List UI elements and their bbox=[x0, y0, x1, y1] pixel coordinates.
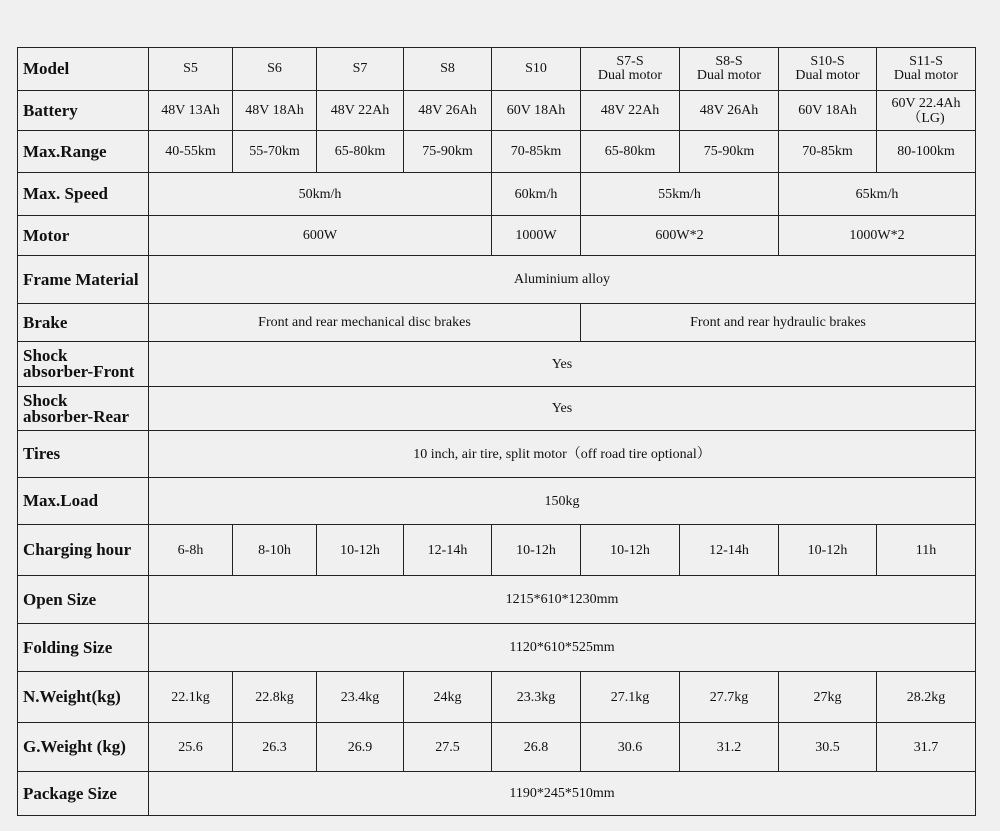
row-range bbox=[18, 131, 976, 173]
gweight-cell: 26.8 bbox=[492, 723, 581, 772]
battery-cell: 60V 18Ah bbox=[779, 91, 877, 131]
row-header-shock-front: Shock absorber-Front bbox=[18, 342, 149, 387]
range-cell: 55-70km bbox=[233, 131, 317, 173]
row-folding-size bbox=[18, 624, 976, 672]
shock-rear-cell: Yes bbox=[149, 387, 976, 431]
row-open-size bbox=[18, 576, 976, 624]
row-header-load: Max.Load bbox=[18, 478, 149, 525]
row-tires bbox=[18, 431, 976, 478]
range-cell: 65-80km bbox=[317, 131, 404, 173]
shock-front-cell: Yes bbox=[149, 342, 976, 387]
battery-cell: 48V 22Ah bbox=[581, 91, 680, 131]
gweight-cell: 26.3 bbox=[233, 723, 317, 772]
nweight-cell: 27.1kg bbox=[581, 672, 680, 723]
row-frame bbox=[18, 256, 976, 304]
row-header-frame: Frame Material bbox=[18, 256, 149, 304]
frame-cell: Aluminium alloy bbox=[149, 256, 976, 304]
motor-cell: 600W bbox=[149, 216, 492, 256]
row-nweight bbox=[18, 672, 976, 723]
range-cell: 75-90km bbox=[404, 131, 492, 173]
range-cell: 70-85km bbox=[779, 131, 877, 173]
model-header: S7 bbox=[317, 48, 404, 91]
model-header: S7-S Dual motor bbox=[581, 48, 680, 91]
battery-cell: 48V 26Ah bbox=[680, 91, 779, 131]
row-gweight bbox=[18, 723, 976, 772]
row-header-brake: Brake bbox=[18, 304, 149, 342]
model-header: S8 bbox=[404, 48, 492, 91]
row-charging bbox=[18, 525, 976, 576]
gweight-cell: 31.7 bbox=[877, 723, 976, 772]
model-header: S6 bbox=[233, 48, 317, 91]
brake-cell: Front and rear hydraulic brakes bbox=[581, 304, 976, 342]
motor-cell: 1000W*2 bbox=[779, 216, 976, 256]
range-cell: 65-80km bbox=[581, 131, 680, 173]
nweight-cell: 23.4kg bbox=[317, 672, 404, 723]
speed-cell: 65km/h bbox=[779, 173, 976, 216]
model-header: S5 bbox=[149, 48, 233, 91]
gweight-cell: 25.6 bbox=[149, 723, 233, 772]
charging-cell: 10-12h bbox=[317, 525, 404, 576]
charging-cell: 12-14h bbox=[680, 525, 779, 576]
motor-cell: 600W*2 bbox=[581, 216, 779, 256]
row-header-shock-rear: Shock absorber-Rear bbox=[18, 387, 149, 431]
row-motor bbox=[18, 216, 976, 256]
nweight-cell: 27kg bbox=[779, 672, 877, 723]
row-header-gweight: G.Weight (kg) bbox=[18, 723, 149, 772]
battery-cell: 60V 18Ah bbox=[492, 91, 581, 131]
row-package bbox=[18, 772, 976, 816]
nweight-cell: 28.2kg bbox=[877, 672, 976, 723]
charging-cell: 10-12h bbox=[492, 525, 581, 576]
row-header-battery: Battery bbox=[18, 91, 149, 131]
row-load bbox=[18, 478, 976, 525]
charging-cell: 12-14h bbox=[404, 525, 492, 576]
charging-cell: 10-12h bbox=[581, 525, 680, 576]
charging-cell: 10-12h bbox=[779, 525, 877, 576]
nweight-cell: 23.3kg bbox=[492, 672, 581, 723]
row-shock-rear bbox=[18, 387, 976, 431]
row-model bbox=[18, 48, 976, 91]
folding-size-cell: 1120*610*525mm bbox=[149, 624, 976, 672]
speed-cell: 60km/h bbox=[492, 173, 581, 216]
gweight-cell: 31.2 bbox=[680, 723, 779, 772]
battery-cell: 60V 22.4Ah （LG) bbox=[877, 91, 976, 131]
row-header-folding-size: Folding Size bbox=[18, 624, 149, 672]
row-header-speed: Max. Speed bbox=[18, 173, 149, 216]
nweight-cell: 24kg bbox=[404, 672, 492, 723]
row-shock-front bbox=[18, 342, 976, 387]
nweight-cell: 27.7kg bbox=[680, 672, 779, 723]
tires-cell: 10 inch, air tire, split motor（off road tire optional） bbox=[149, 431, 976, 478]
row-header-motor: Motor bbox=[18, 216, 149, 256]
brake-cell: Front and rear mechanical disc brakes bbox=[149, 304, 581, 342]
gweight-cell: 26.9 bbox=[317, 723, 404, 772]
charging-cell: 8-10h bbox=[233, 525, 317, 576]
range-cell: 70-85km bbox=[492, 131, 581, 173]
range-cell: 40-55km bbox=[149, 131, 233, 173]
row-header-open-size: Open Size bbox=[18, 576, 149, 624]
row-header-charging: Charging hour bbox=[18, 525, 149, 576]
load-cell: 150kg bbox=[149, 478, 976, 525]
battery-cell: 48V 22Ah bbox=[317, 91, 404, 131]
open-size-cell: 1215*610*1230mm bbox=[149, 576, 976, 624]
battery-cell: 48V 13Ah bbox=[149, 91, 233, 131]
package-cell: 1190*245*510mm bbox=[149, 772, 976, 816]
range-cell: 75-90km bbox=[680, 131, 779, 173]
gweight-cell: 27.5 bbox=[404, 723, 492, 772]
row-header-nweight: N.Weight(kg) bbox=[18, 672, 149, 723]
row-speed bbox=[18, 173, 976, 216]
battery-cell: 48V 26Ah bbox=[404, 91, 492, 131]
range-cell: 80-100km bbox=[877, 131, 976, 173]
gweight-cell: 30.5 bbox=[779, 723, 877, 772]
row-header-tires: Tires bbox=[18, 431, 149, 478]
row-header-model: Model bbox=[18, 48, 149, 91]
spec-table bbox=[17, 47, 976, 816]
model-header: S10 bbox=[492, 48, 581, 91]
motor-cell: 1000W bbox=[492, 216, 581, 256]
model-header: S10-S Dual motor bbox=[779, 48, 877, 91]
speed-cell: 55km/h bbox=[581, 173, 779, 216]
row-brake bbox=[18, 304, 976, 342]
row-header-range: Max.Range bbox=[18, 131, 149, 173]
speed-cell: 50km/h bbox=[149, 173, 492, 216]
nweight-cell: 22.8kg bbox=[233, 672, 317, 723]
row-header-package: Package Size bbox=[18, 772, 149, 816]
row-battery bbox=[18, 91, 976, 131]
battery-cell: 48V 18Ah bbox=[233, 91, 317, 131]
nweight-cell: 22.1kg bbox=[149, 672, 233, 723]
model-header: S8-S Dual motor bbox=[680, 48, 779, 91]
charging-cell: 6-8h bbox=[149, 525, 233, 576]
gweight-cell: 30.6 bbox=[581, 723, 680, 772]
charging-cell: 11h bbox=[877, 525, 976, 576]
model-header: S11-S Dual motor bbox=[877, 48, 976, 91]
